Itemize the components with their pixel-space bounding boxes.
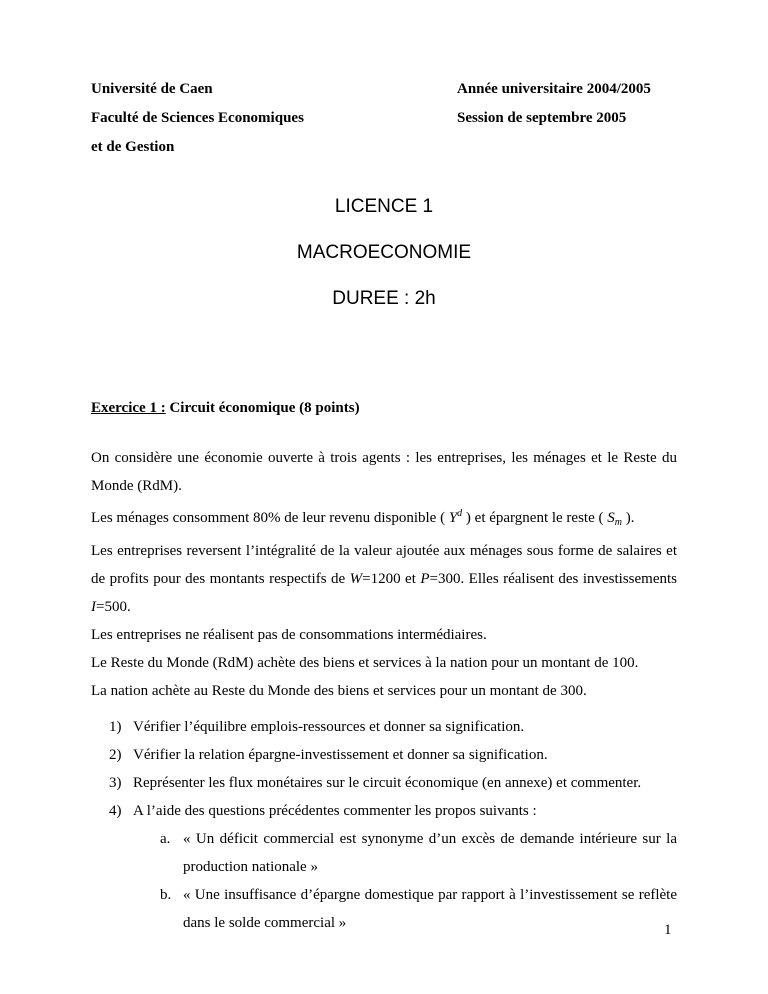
question-text: Représenter les flux monétaires sur le circuit économique (en annexe) et commenter. (133, 775, 642, 791)
exercise-label: Exercice 1 : (91, 400, 166, 416)
variable-I: I (91, 599, 96, 615)
university-name: Université de Caen (91, 81, 213, 97)
households-text-1: Les ménages consomment 80% de leur revenu disponible ( (91, 510, 449, 526)
faculty-name-continued: et de Gestion (91, 139, 175, 155)
intro-paragraph: On considère une économie ouverte à trois agents : les entreprises, les ménages et le Reste du Monde (RdM). (91, 450, 677, 494)
degree-title: LICENCE 1 (334, 196, 434, 217)
question-number: 1) (109, 719, 122, 735)
intermediate-consumption-paragraph: Les entreprises ne réalisent pas de consommations intermédiaires. (91, 627, 487, 643)
variable-Y: Y (448, 510, 458, 526)
firms-text-4: =500. (96, 599, 131, 615)
faculty-name: Faculté de Sciences Economiques (91, 110, 304, 126)
question-item-1 (91, 713, 677, 741)
subquestion-letter: a. (160, 831, 171, 847)
households-paragraph (91, 500, 677, 537)
firms-text-3: =300. Elles réalisent des investissements (429, 571, 677, 587)
header-left-block (91, 75, 457, 162)
firms-text-2: =1200 et (362, 571, 421, 587)
question-number: 3) (109, 775, 122, 791)
subquestion-letter: b. (160, 887, 172, 903)
academic-year: Année universitaire 2004/2005 (457, 81, 651, 97)
question-text: A l’aide des questions précédentes commenter les propos suivants : (133, 803, 537, 819)
variable-S: S (607, 510, 615, 526)
question-number: 4) (109, 803, 122, 819)
exercise-title: Circuit économique (8 points) (165, 400, 360, 416)
course-title: MACROECONOMIE (296, 242, 472, 263)
subquestion-item-b (160, 881, 677, 937)
question-number: 2) (109, 747, 122, 763)
question-list (91, 713, 677, 937)
rdm-imports-paragraph: La nation achète au Reste du Monde des biens et services pour un montant de 300. (91, 683, 587, 699)
households-text-3: ). (621, 510, 635, 526)
header-right-block (457, 75, 677, 162)
question-item-3 (91, 769, 677, 797)
question-text: Vérifier la relation épargne-investissement et donner sa signification. (133, 747, 548, 763)
subquestion-text: « Une insuffisance d’épargne domestique par rapport à l’investissement se reflète dans le solde commercial » (183, 887, 677, 931)
households-text-2: ) et épargnent le reste ( (462, 510, 608, 526)
question-item-2 (91, 741, 677, 769)
firms-paragraph (91, 537, 677, 621)
document-header (91, 0, 677, 162)
exam-session: Session de septembre 2005 (457, 110, 627, 126)
subquestion-text: « Un déficit commercial est synonyme d’un excès de demande intérieure sur la production nationale » (183, 831, 677, 875)
variable-P: P (420, 571, 430, 587)
question-text: Vérifier l’équilibre emplois-ressources et donner sa signification. (133, 719, 525, 735)
variable-W: W (349, 571, 363, 587)
subscript-m: m (614, 517, 622, 528)
title-block (91, 184, 677, 322)
exercise-heading (91, 394, 677, 422)
question-item-4 (91, 797, 677, 825)
subquestion-item-a (160, 825, 677, 881)
duration-title: DUREE : 2h (332, 288, 436, 309)
page-number: 1 (664, 922, 672, 938)
rdm-exports-paragraph: Le Reste du Monde (RdM) achète des biens et services à la nation pour un montant de 100. (91, 655, 639, 671)
firms-text-1: Les entreprises reversent l’intégralité de la valeur ajoutée aux ménages sous forme de salaires et de profits pour des montants respectifs de (91, 543, 677, 587)
superscript-d: d (457, 508, 463, 519)
